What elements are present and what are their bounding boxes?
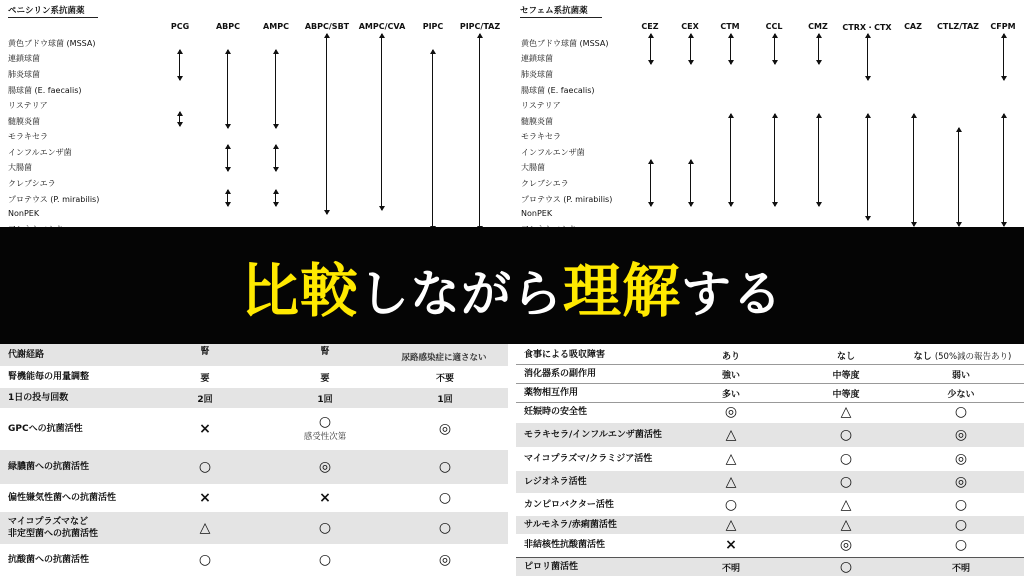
cell-value: ○ [839,451,853,467]
cell-value: 弱い [951,370,970,381]
cell-note: 尿路感染症に適さない [401,353,487,363]
row-label: 緑膿菌への抗菌活性 [8,462,90,472]
row-label-streptococcus: 連鎖球菌 [521,54,553,63]
spectrum-arrow [381,34,382,210]
row-label-haemophilus: インフルエンザ菌 [521,148,585,157]
spectrum-arrow [690,160,691,206]
row-label: 代謝経路 [8,350,45,360]
cell-value: なし [836,351,855,362]
row-label: カンピロバクター活性 [524,500,614,510]
row-label-pneumococcus: 肺炎球菌 [8,70,40,79]
column-header-abpc: ABPC [215,22,241,31]
cell-value: △ [725,517,737,533]
cell-value: ◎ [438,421,452,437]
table-row [0,546,508,574]
cell-value: △ [725,451,737,467]
column-header-ccl: CCL [765,22,783,31]
spectrum-arrow [227,50,228,128]
spectrum-arrow [958,128,959,226]
row-label-enterococcus: 腸球菌 (E. faecalis) [521,86,595,95]
cell-value: △ [199,520,211,536]
cell-value: △ [840,497,852,513]
spectrum-arrow [1003,34,1004,80]
table-row [0,450,508,484]
cell-value: 多い [721,389,740,400]
row-label: マイコプラズマ/クラミジア活性 [524,454,653,464]
row-label-nonpek: NonPEK [8,209,40,218]
row-label: 妊娠時の安全性 [524,407,588,417]
spectrum-arrow [650,160,651,206]
column-header-abpc-sbt: ABPC/SBT [304,22,350,31]
row-label: 薬物相互作用 [524,388,579,398]
cell-value: ○ [954,404,968,420]
spectrum-arrow [432,50,433,230]
cephem-section-title: セフェム系抗菌薬 [520,4,602,18]
cell-value: △ [840,517,852,533]
column-header-ampc-cva: AMPC/CVA [358,22,406,31]
column-header-cfpm: CFPM [990,22,1016,31]
row-label-proteus: プロテウス (P. mirabilis) [8,195,100,204]
cell-value: ◎ [839,537,853,553]
column-header-cex: CEX [681,22,699,31]
table-row [0,512,508,544]
row-label-klebsiella: クレブシエラ [8,179,56,188]
cell-value: × [725,537,737,553]
row-label-line2: 非定型菌への抗菌活性 [8,529,99,539]
cell-value: ○ [954,497,968,513]
cell-value: 要 [320,373,330,384]
row-label: 非結核性抗酸菌活性 [524,540,606,550]
row-label: モラキセラ/インフルエンザ菌活性 [524,430,662,440]
cell-value: 腎 [200,347,210,357]
cell-value: ○ [318,552,332,568]
cell-value: ◎ [954,451,968,467]
cell-value: × [319,490,331,506]
row-label-enterococcus: 腸球菌 (E. faecalis) [8,86,82,95]
column-header-ctm: CTM [720,22,740,31]
cell-value: なし [913,351,932,362]
row-label-proteus: プロテウス (P. mirabilis) [521,195,613,204]
row-label [0,516,98,540]
cell-value: △ [725,474,737,490]
row-label: GPCへの抗菌活性 [8,424,83,434]
spectrum-arrow [275,145,276,171]
cell-value: 1回 [437,394,453,405]
cell-value: ○ [318,520,332,536]
cell-value: ◎ [438,552,452,568]
table-row [516,471,1024,493]
cell-value: × [199,490,211,506]
table-row [516,535,1024,555]
cell-value: ○ [839,427,853,443]
row-label-moraxella: モラキセラ [521,132,561,141]
banner-highlight-understand: 理解 [563,256,682,325]
row-label-klebsiella: クレブシエラ [521,179,569,188]
table-row [0,344,508,366]
spectrum-arrow [690,34,691,64]
cell-value: 腎 [320,347,330,357]
spectrum-arrow [179,112,180,126]
spectrum-arrow [275,50,276,128]
spectrum-arrow [867,34,868,80]
table-row [516,557,1024,576]
spectrum-arrow [650,34,651,64]
cell-value: 中等度 [832,370,860,381]
cell-value: 強い [721,370,740,381]
table-row [516,384,1024,403]
cell-value: ○ [954,537,968,553]
cell-value: 少ない [947,389,975,400]
column-header-pipc-taz: PIPC/TAZ [459,22,501,31]
cell-value: ○ [839,474,853,490]
banner-text-suru: する [681,264,784,323]
cell-note: 感受性次第 [303,432,347,442]
cell-value: 不明 [721,563,740,574]
table-row [0,367,508,387]
title-banner [0,227,1024,344]
spectrum-arrow [818,34,819,64]
cell-value: ○ [438,520,452,536]
table-row [0,388,508,408]
spectrum-arrow [774,34,775,64]
cell-value: ○ [438,490,452,506]
row-label-streptococcus: 連鎖球菌 [8,54,40,63]
cell-value: ○ [839,559,853,575]
row-label-haemophilus: インフルエンザ菌 [8,148,72,157]
column-header-pcg: PCG [170,22,190,31]
row-label-mssa: 黄色ブドウ球菌 (MSSA) [8,39,96,48]
cell-value: △ [840,404,852,420]
row-label: 消化器系の副作用 [524,369,597,379]
column-header-ctrx-ctx: CTRX・CTX [842,23,892,32]
table-row [516,403,1024,421]
row-label: 食事による吸収障害 [524,350,606,360]
spectrum-arrow [179,50,180,80]
spectrum-arrow [730,34,731,64]
column-header-caz: CAZ [904,22,922,31]
spectrum-arrow [818,114,819,206]
row-label: レジオネラ活性 [524,477,587,487]
banner-highlight-compare: 比較 [240,256,359,325]
cell-value: ○ [724,497,738,513]
cell-value: ◎ [318,459,332,475]
cell-value: ○ [318,414,332,430]
row-label: 1日の投与回数 [8,393,69,403]
spectrum-arrow [479,34,480,230]
penicillin-section-title: ペニシリン系抗菌薬 [8,4,98,18]
table-row [516,423,1024,447]
table-row [516,448,1024,470]
column-header-cmz: CMZ [808,22,828,31]
row-label-e-coli: 大腸菌 [521,163,545,172]
row-label-line1: マイコプラズマなど [8,517,89,527]
spectrum-arrow [913,114,914,226]
cell-value: △ [725,427,737,443]
spectrum-arrow [275,190,276,206]
cell-value: 2回 [197,394,213,405]
cell-value: ◎ [954,427,968,443]
row-label-pneumococcus: 肺炎球菌 [521,70,553,79]
row-label-mssa: 黄色ブドウ球菌 (MSSA) [521,39,609,48]
table-row [0,486,508,510]
cell-value: ○ [198,459,212,475]
table-row [516,365,1024,384]
row-label: サルモネラ/赤痢菌活性 [524,520,617,530]
cell-value: ○ [954,517,968,533]
cell-value: あり [721,351,740,362]
spectrum-arrow [774,114,775,206]
table-row [516,516,1024,534]
cell-value: 要 [200,373,210,384]
cell-value: 不明 [951,563,970,574]
row-label-listeria: リステリア [8,101,48,110]
spectrum-arrow [1003,114,1004,226]
banner-headline [241,244,783,328]
row-label: 偏性嫌気性菌への抗菌活性 [8,493,117,503]
cell-value: ◎ [724,404,738,420]
column-header-cez: CEZ [641,22,659,31]
row-label-meningococcus: 髄膜炎菌 [8,117,40,126]
column-header-ampc: AMPC [263,22,289,31]
spectrum-arrow [227,145,228,171]
cell-value: 不要 [435,373,454,384]
banner-text-while: しなが [359,264,512,323]
row-label: 抗酸菌への抗菌活性 [8,555,90,565]
spectrum-arrow [227,190,228,206]
cell-value: 中等度 [832,389,860,400]
column-header-pipc: PIPC [422,22,444,31]
spectrum-arrow [730,114,731,206]
table-row [516,346,1024,365]
cell-value: × [199,421,211,437]
row-label: ピロリ菌活性 [524,562,579,572]
row-label-listeria: リステリア [521,101,561,110]
cell-value: ○ [198,552,212,568]
row-label-nonpek: NonPEK [521,209,553,218]
cell-note: (50%減の報告あり) [934,351,1012,362]
table-row [516,495,1024,515]
cell-value: ◎ [954,474,968,490]
row-label-moraxella: モラキセラ [8,132,48,141]
table-row [0,410,508,448]
column-header-ctlz-taz: CTLZ/TAZ [937,22,979,31]
banner-text-ra: ら [512,264,563,323]
row-label: 腎機能毎の用量調整 [8,372,90,382]
cell-value: 1回 [317,394,333,405]
cell-value: ○ [438,459,452,475]
spectrum-arrow [867,114,868,220]
row-label-e-coli: 大腸菌 [8,163,32,172]
row-label-meningococcus: 髄膜炎菌 [521,117,553,126]
spectrum-arrow [326,34,327,214]
